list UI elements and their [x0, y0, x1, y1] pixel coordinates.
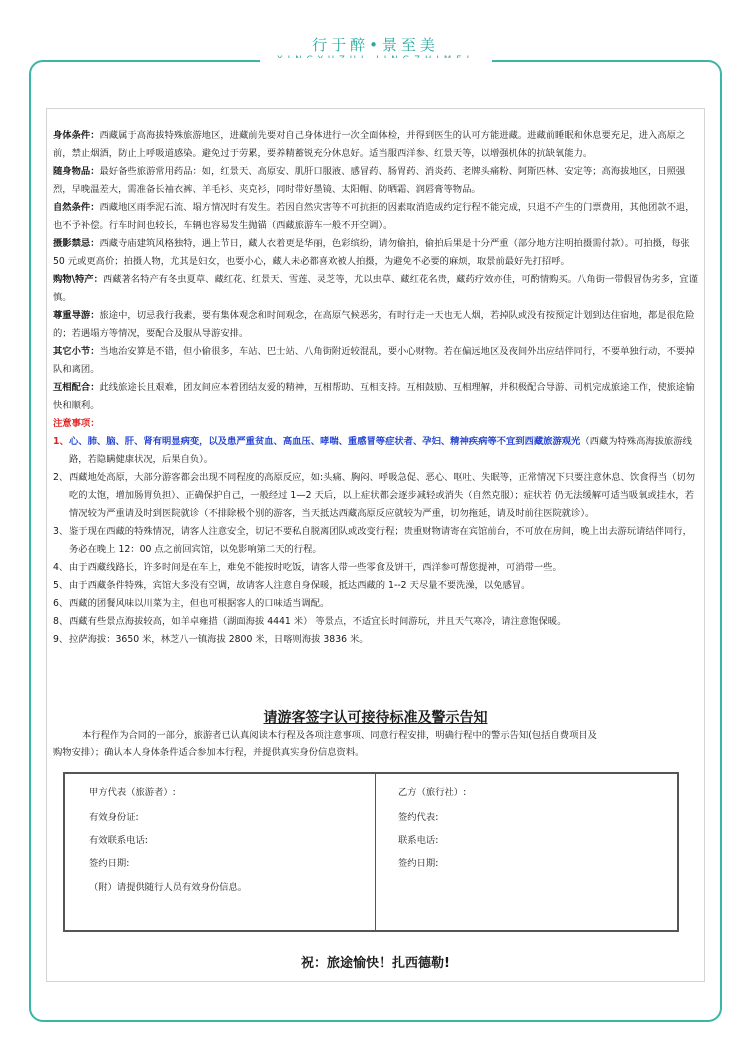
notice-item — [53, 559, 701, 577]
notice-text: 西藏有些景点海拔较高，如羊卓雍措（湖面海拔 4441 米） 等景点，不适宜长时间游玩，并且天气寒冷，请注意饱保暖。 — [69, 616, 567, 627]
paragraph-label: 互相配合： — [53, 382, 100, 393]
party-b-phone-field: 联系电话: — [398, 835, 439, 846]
paragraph-text: 当地治安算是不错，但小偷很多，车站、巴士站、八角街附近较混乱，要小心财物。若在偏远地区及夜间外出应结伴同行，不要单独行动，不要掉队和离团。 — [53, 346, 695, 375]
notice-item — [53, 523, 701, 559]
notice-item — [53, 631, 701, 649]
party-b-rep-field: 签约代表: — [398, 812, 439, 823]
notice-number: 1、 — [53, 436, 69, 447]
notice-item — [53, 595, 701, 613]
party-a-phone-field: 有效联系电话: — [89, 835, 148, 846]
party-a-note: （附）请提供随行人员有效身份信息。 — [89, 882, 248, 893]
notice-text: 西藏地处高原，大部分游客都会出现不同程度的高原反应，如:头痛、胸闷、呼吸急促、恶心、呕吐、失眠等，正常情况下只要注意休息、饮食得当（切勿吃的太饱，增加肠胃负担）、正确保护自己，一般经过 1—2 天后，以上症状都会逐步减轻或消失（自然克服）；症状若 仍无法缓解可适当吸氧或挂水，若情况较为严重请及时到医院就诊（不排除极个别的游客，当天抵达西藏高原反应就较为严重，切勿拖延，请及时前往医院就诊）。 — [69, 472, 696, 519]
signing-body-line2: 购物安排）；确认本人身体条件适合参加本行程，并提供真实身份信息资料。 — [53, 747, 365, 758]
notice-text: 由于西藏条件特殊，宾馆大多没有空调，故请客人注意自身保暖，抵达西藏的 1--2 天尽量不要洗澡，以免感冒。 — [69, 580, 531, 591]
party-a-title: 甲方代表（旅游者）: — [89, 787, 176, 798]
notice-tail: （西藏为特殊高海拔旅游线路，若隐瞒健康状况，后果自负）。 — [69, 436, 692, 465]
main-text — [53, 127, 701, 649]
paragraph-text: 西藏地区雨季泥石流、塌方情况时有发生。若因自然灾害等不可抗拒的因素取消造成约定行程不能完成，只退不产生的门票费用，其他团款不退，也不予补偿。行车时间也较长，车辆也容易发生抛锚（西藏旅游车一般不开空调）。 — [53, 202, 695, 231]
notice-number: 9、 — [53, 634, 69, 645]
notice-text: 鉴于现在西藏的特殊情况，请客人注意安全，切记不要私自脱离团队或改变行程；贵重财物请寄在宾馆前台，不可放在房间，晚上出去游玩请结伴同行，务必在晚上 12：00 点之前回宾馆，以免影响第二天的行程。 — [69, 526, 692, 555]
notice-text: 心、肺、脑、肝、肾有明显病变，以及患严重贫血、高血压、哮喘、重感冒等症状者、孕妇、精神疾病等不宜到西藏旅游观光 — [69, 436, 581, 447]
notice-item — [53, 433, 701, 469]
notice-item — [53, 577, 701, 595]
paragraph-label: 摄影禁忌： — [53, 238, 100, 249]
notice-number: 6、 — [53, 598, 69, 609]
paragraph-label: 自然条件： — [53, 202, 100, 213]
signing-title: 请游客签字认可接待标准及警示告知 — [263, 710, 488, 726]
paragraph-text: 旅途中，切忌我行我素，要有集体观念和时间观念，在高原气候恶劣，有时行走一天也无人烟，若掉队或没有按预定计划到达住宿地，都是很危险的；若遇塌方等情况，要配合及服从导游安排。 — [53, 310, 695, 339]
paragraph-misc — [53, 343, 701, 379]
paragraph-label: 其它小节： — [53, 346, 100, 357]
notice-item — [53, 469, 701, 523]
notice-text: 由于西藏线路长，许多时间是在车上，难免不能按时吃饭，请客人带一些零食及饼干，西洋参可帮您提神，可消带一些。 — [69, 562, 562, 573]
signing-body-line1: 本行程作为合同的一部分，旅游者已认真阅读本行程及各项注意事项、同意行程安排，明确行程中的警示告知(包括自费项目及 — [82, 730, 597, 741]
notice-list — [53, 433, 701, 649]
notice-number: 3、 — [53, 526, 69, 537]
notice-number: 5、 — [53, 580, 69, 591]
frame-header-gap — [260, 58, 492, 64]
paragraph-label: 购物\特产： — [53, 274, 103, 285]
notice-text: 西藏的团餐风味以川菜为主，但也可根据客人的口味适当调配。 — [69, 598, 330, 609]
party-b-title: 乙方（旅行社）: — [398, 787, 467, 798]
paragraph-photography — [53, 235, 701, 271]
paragraph-guide — [53, 307, 701, 343]
notice-number: 2、 — [53, 472, 69, 483]
paragraph-label: 身体条件： — [53, 130, 100, 141]
paragraph-belongings — [53, 163, 701, 199]
paragraph-health — [53, 127, 701, 163]
table-divider — [375, 774, 376, 930]
notice-item — [53, 613, 701, 631]
paragraph-text: 西藏属于高海拔特殊旅游地区，进藏前先要对自己身体进行一次全面体检，并得到医生的认可方能进藏。进藏前睡眠和休息要充足，进入高原之前，禁止烟酒，防止上呼吸道感染。避免过于劳累，要养精蓄锐充分休息好。适当服西洋参、红景天等，以增强机体的抗缺氧能力。 — [53, 130, 686, 159]
party-a-id-field: 有效身份证: — [89, 812, 139, 823]
party-b-date-field: 签约日期: — [398, 858, 439, 869]
notice-number: 8、 — [53, 616, 69, 627]
notice-number: 4、 — [53, 562, 69, 573]
paragraph-shopping — [53, 271, 701, 307]
contract-table — [63, 772, 679, 932]
paragraph-cooperation — [53, 379, 701, 415]
paragraph-label: 随身物品： — [53, 166, 100, 177]
notice-text: 拉萨海拔：3650 米，林芝八一镇海拔 2800 米，日喀则海拔 3836 米。 — [69, 634, 369, 645]
paragraph-text: 西藏寺庙建筑风格独特，遇上节日，藏人衣着更是华丽，色彩缤纷，请勿偷拍，偷拍后果是十分严重（部分地方注明拍摄需付款）。可拍摄，每张 50 元或更高价；拍摄人物，尤其是妇女，也要小心，藏人未必都喜欢被人拍摄，为避免不必要的麻烦，取景前最好先打招呼。 — [53, 238, 690, 267]
paragraph-nature — [53, 199, 701, 235]
paragraph-label: 尊重导游： — [53, 310, 100, 321]
party-a-date-field: 签约日期: — [89, 858, 130, 869]
paragraph-text: 最好备些旅游常用药品：如，红景天、高原安、肌肝口服液、感冒药、肠胃药、消炎药、老牌头痛粉、阿斯匹林、安定等；高海拔地区，日照强烈，早晚温差大，需准备长袖衣裤、羊毛衫、夹克衫，同时带好墨镜、太阳帽、防晒霜、润唇膏等物品。 — [53, 166, 686, 195]
paragraph-text: 此线旅途长且艰难，团友间应本着团结友爱的精神，互相帮助、互相支持。互相鼓励、互相理解，并积极配合导游、司机完成旅途工作，使旅途愉快和顺利。 — [53, 382, 695, 411]
notice-title: 注意事项： — [53, 418, 100, 429]
closing-greeting: 祝：旅途愉快！扎西德勒! — [301, 956, 450, 971]
brand-title: 行于醉•景至美 — [312, 36, 439, 54]
paragraph-text: 西藏著名特产有冬虫夏草、藏红花、红景天、雪莲、灵芝等，尤以虫草、藏红花名贵，藏药疗效亦佳，可酌情购买。八角街一带假冒伪劣多，宜谨慎。 — [53, 274, 698, 303]
